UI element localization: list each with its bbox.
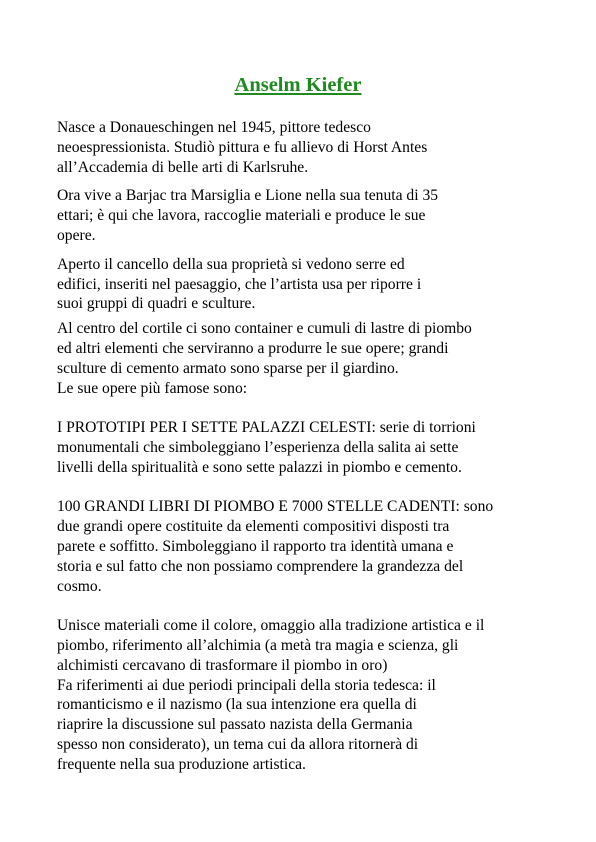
text-line: alchimisti cercavano di trasformare il piombo in oro) xyxy=(57,656,388,674)
text-line: frequente nella sua produzione artistica. xyxy=(57,755,306,773)
text-line: Aperto il cancello della sua proprietà si vedono serre ed xyxy=(57,255,405,273)
text-line: spesso non considerato), un tema cui da allora ritornerà di xyxy=(57,735,419,753)
paragraph-courtyard xyxy=(57,319,557,398)
paragraph-materiali xyxy=(57,616,557,774)
text-line: Nasce a Donaueschingen nel 1945, pittore tedesco xyxy=(57,119,371,136)
text-line: Ora vive a Barjac tra Marsiglia e Lione nella sua tenuta di 35 xyxy=(57,187,439,205)
text-line: livelli della spiritualità e sono sette palazzi in piombo e cemento. xyxy=(57,458,462,476)
text-line: riaprire la discussione sul passato nazista della Germania xyxy=(57,716,413,734)
paragraph-property xyxy=(57,255,557,314)
text-line: sculture di cemento armato sono sparse per il giardino. xyxy=(57,359,399,377)
text-line: 100 GRANDI LIBRI DI PIOMBO E 7000 STELLE CADENTI: sono xyxy=(57,498,494,516)
document-body xyxy=(57,118,557,775)
paragraph-prototipi xyxy=(57,418,557,477)
text-line: Fa riferimenti ai due periodi principali della storia tedesca: il xyxy=(57,676,436,694)
text-line: ed altri elementi che serviranno a produrre le sue opere; grandi xyxy=(57,339,449,357)
text-line: parete e soffitto. Simboleggiano il rapporto tra identità umana e xyxy=(57,537,454,555)
text-line: monumentali che simboleggiano l’esperienza della salita ai sette xyxy=(57,438,459,456)
text-line: Al centro del cortile ci sono container e cumuli di lastre di piombo xyxy=(57,320,472,338)
text-line: piombo, riferimento all’alchimia (a metà tra magia e scienza, gli xyxy=(57,636,459,654)
text-line: cosmo. xyxy=(57,577,102,595)
text-line: suoi gruppi di quadri e sculture. xyxy=(57,295,256,313)
text-line: romanticismo e il nazismo (la sua intenzione era quella di xyxy=(57,696,417,714)
text-line: Le sue opere più famose sono: xyxy=(57,379,248,397)
text-line: I PROTOTIPI PER I SETTE PALAZZI CELESTI: serie di torrioni xyxy=(57,419,476,437)
text-line: neoespressionista. Studiò pittura e fu allievo di Horst Antes xyxy=(57,138,428,156)
paragraph-libri xyxy=(57,497,557,596)
paragraph-birth xyxy=(57,118,557,177)
text-line: due grandi opere costituite da elementi compositivi disposti tra xyxy=(57,518,450,536)
text-line: ettari; è qui che lavora, raccoglie materiali e produce le sue xyxy=(57,207,426,225)
document-title: Anselm Kiefer xyxy=(234,74,362,96)
text-line: all’Accademia di belle arti di Karlsruhe. xyxy=(57,158,309,176)
text-line: storia e sul fatto che non possiamo comprendere la grandezza del xyxy=(57,557,464,575)
paragraph-residence xyxy=(57,186,557,245)
text-line: Unisce materiali come il colore, omaggio alla tradizione artistica e il xyxy=(57,617,485,635)
text-line: opere. xyxy=(57,226,96,244)
text-line: edifici, inseriti nel paesaggio, che l’artista usa per riporre i xyxy=(57,275,422,293)
